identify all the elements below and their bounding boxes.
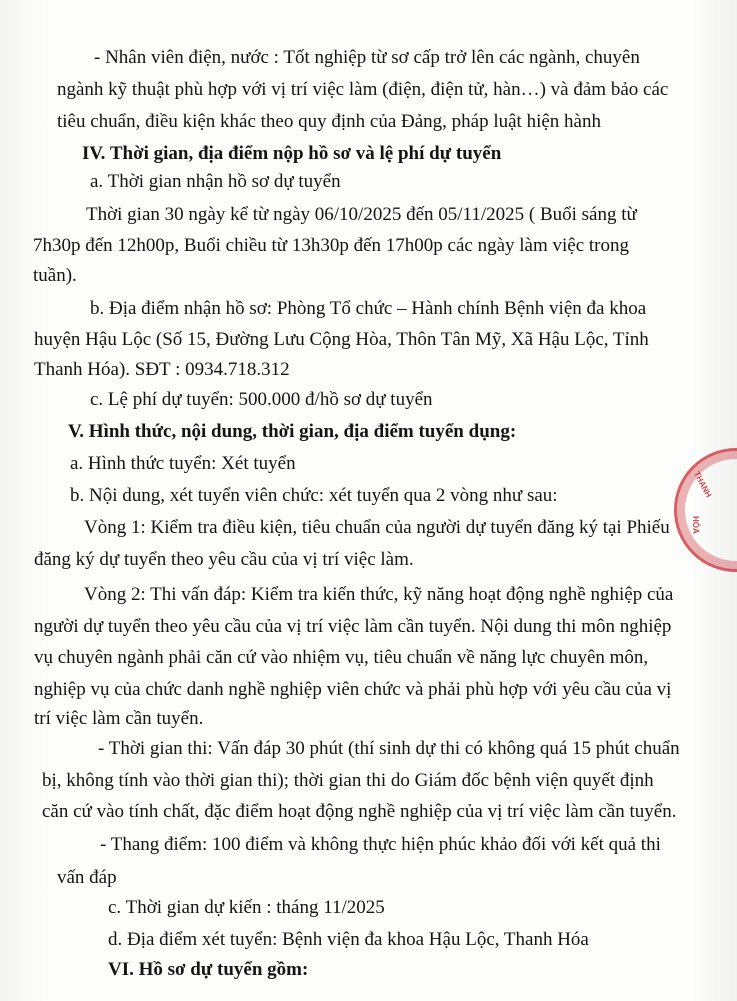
text-line: Thanh Hóa). SĐT : 0934.718.312	[34, 359, 290, 380]
text-line: - Thời gian thi: Vấn đáp 30 phút (thí sinh dự thi có không quá 15 phút chuẩn	[98, 738, 680, 759]
text-line: a. Thời gian nhận hồ sơ dự tuyển	[90, 171, 341, 192]
red-seal-stamp	[674, 448, 737, 572]
text-line: huyện Hậu Lộc (Số 15, Đường Lưu Cộng Hòa, Thôn Tân Mỹ, Xã Hậu Lộc, Tỉnh	[34, 329, 649, 350]
text-line: b. Nội dung, xét tuyển viên chức: xét tuyển qua 2 vòng như sau:	[70, 485, 558, 506]
text-line: a. Hình thức tuyển: Xét tuyển	[70, 453, 296, 474]
section-heading-vi: VI. Hồ sơ dự tuyển gồm:	[108, 959, 309, 980]
section-heading-v: V. Hình thức, nội dung, thời gian, địa điểm tuyển dụng:	[68, 421, 517, 442]
text-line: căn cứ vào tính chất, đặc điểm hoạt động nghề nghiệp của vị trí việc làm cần tuyển.	[42, 801, 677, 822]
text-line: Vòng 1: Kiểm tra điều kiện, tiêu chuẩn của người dự tuyển đăng ký tại Phiếu	[84, 517, 670, 538]
text-line: ngành kỹ thuật phù hợp với vị trí việc làm (điện, điện tử, hàn…) và đảm bảo các	[57, 79, 669, 100]
text-line: nghiệp vụ của chức danh nghề nghiệp viên chức và phải phù hợp với yêu cầu của vị	[34, 679, 672, 700]
text-line: đăng ký dự tuyển theo yêu cầu của vị trí việc làm.	[34, 549, 414, 570]
text-line: người dự tuyển theo yêu cầu của vị trí việc làm cần tuyển. Nội dung thi môn nghiệp	[34, 616, 672, 637]
text-line: Thời gian 30 ngày kể từ ngày 06/10/2025 đến 05/11/2025 ( Buổi sáng từ	[86, 204, 637, 225]
text-line: trí việc làm cần tuyển.	[34, 708, 204, 729]
text-line: vụ chuyên ngành phải căn cứ vào nhiệm vụ, tiêu chuẩn về năng lực chuyên môn,	[34, 647, 649, 668]
text-line: b. Địa điểm nhận hồ sơ: Phòng Tổ chức – Hành chính Bệnh viện đa khoa	[90, 298, 647, 319]
text-line: vấn đáp	[57, 867, 117, 888]
section-heading-iv: IV. Thời gian, địa điểm nộp hồ sơ và lệ phí dự tuyển	[82, 143, 502, 164]
text-line: - Thang điểm: 100 điểm và không thực hiện phúc khảo đối với kết quả thi	[100, 834, 661, 855]
text-line: c. Thời gian dự kiến : tháng 11/2025	[108, 897, 385, 918]
text-line: tuần).	[33, 265, 77, 286]
text-line: c. Lệ phí dự tuyển: 500.000 đ/hồ sơ dự tuyển	[90, 389, 433, 410]
text-line: 7h30p đến 12h00p, Buổi chiều từ 13h30p đến 17h00p các ngày làm việc trong	[33, 235, 630, 256]
text-line: bị, không tính vào thời gian thi); thời gian thi do Giám đốc bệnh viện quyết định	[42, 770, 654, 791]
text-line: - Nhân viên điện, nước : Tốt nghiệp từ sơ cấp trở lên các ngành, chuyên	[94, 47, 640, 68]
text-line: d. Địa điểm xét tuyển: Bệnh viện đa khoa Hậu Lộc, Thanh Hóa	[108, 929, 589, 950]
text-line: Vòng 2: Thi vấn đáp: Kiểm tra kiến thức, kỹ năng hoạt động nghề nghiệp của	[84, 584, 674, 605]
stamp-text-side: HÓA	[691, 516, 700, 534]
stamp-text-top: THANH	[692, 470, 714, 499]
text-line: tiêu chuẩn, điều kiện khác theo quy định của Đảng, pháp luật hiện hành	[57, 111, 601, 132]
